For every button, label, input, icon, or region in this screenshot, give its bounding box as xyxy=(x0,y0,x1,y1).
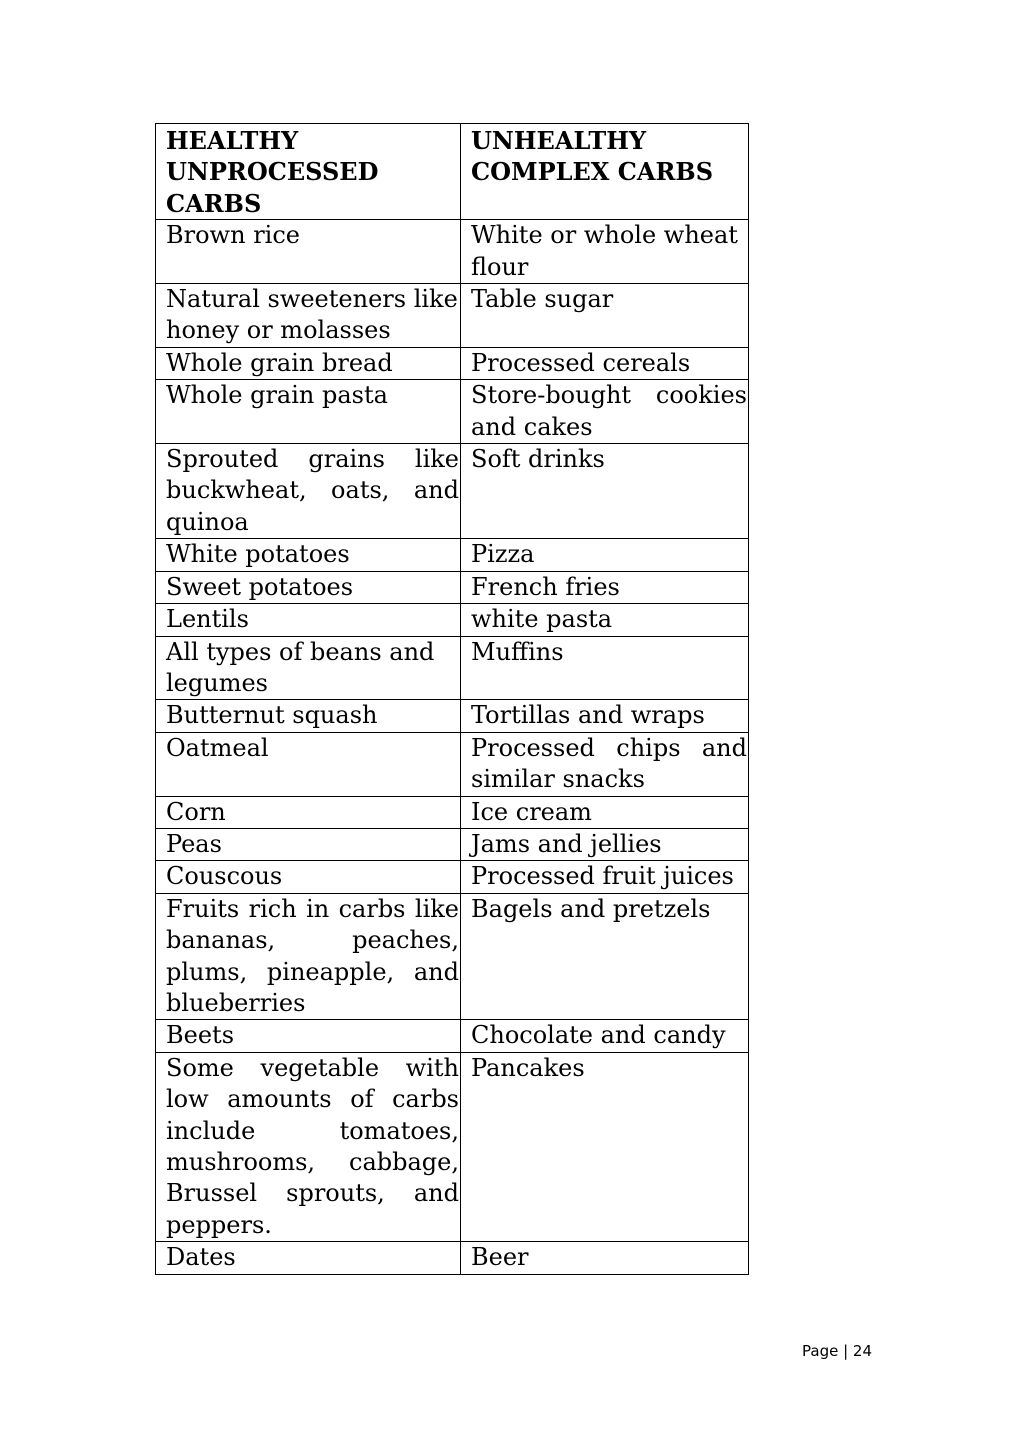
unhealthy-cell: Processed chips and similar snacks xyxy=(461,732,749,796)
unhealthy-cell: Store-bought cookies and cakes xyxy=(461,380,749,444)
table-row xyxy=(156,220,749,284)
unhealthy-cell: Soft drinks xyxy=(461,444,749,539)
unhealthy-cell: Table sugar xyxy=(461,284,749,348)
carbs-comparison-table xyxy=(155,123,749,1275)
healthy-cell: Corn xyxy=(156,796,461,828)
healthy-cell: Fruits rich in carbs like bananas, peaches, plums, pineapple, and blueberries xyxy=(156,893,461,1020)
table-row xyxy=(156,636,749,700)
unhealthy-cell: Chocolate and candy xyxy=(461,1020,749,1052)
page-number: Page | 24 xyxy=(802,1342,872,1360)
table-row xyxy=(156,861,749,893)
unhealthy-cell: Tortillas and wraps xyxy=(461,700,749,732)
healthy-cell: Beets xyxy=(156,1020,461,1052)
healthy-cell: Butternut squash xyxy=(156,700,461,732)
header-healthy: HEALTHY UNPROCESSED CARBS xyxy=(156,124,461,220)
unhealthy-cell: Muffins xyxy=(461,636,749,700)
table-row xyxy=(156,732,749,796)
unhealthy-cell: Bagels and pretzels xyxy=(461,893,749,1020)
healthy-cell: White potatoes xyxy=(156,539,461,571)
table-row xyxy=(156,284,749,348)
healthy-cell: Whole grain bread xyxy=(156,347,461,379)
table-row xyxy=(156,539,749,571)
unhealthy-cell: Jams and jellies xyxy=(461,828,749,860)
unhealthy-cell: Pizza xyxy=(461,539,749,571)
table-row xyxy=(156,571,749,603)
table-row xyxy=(156,444,749,539)
healthy-cell: Peas xyxy=(156,828,461,860)
table-header-row xyxy=(156,124,749,220)
unhealthy-cell: Pancakes xyxy=(461,1052,749,1241)
unhealthy-cell: Processed cereals xyxy=(461,347,749,379)
header-unhealthy: UNHEALTHY COMPLEX CARBS xyxy=(461,124,749,220)
healthy-cell: Oatmeal xyxy=(156,732,461,796)
healthy-cell: All types of beans and legumes xyxy=(156,636,461,700)
table-row xyxy=(156,380,749,444)
unhealthy-cell: Processed fruit juices xyxy=(461,861,749,893)
unhealthy-cell: White or whole wheat flour xyxy=(461,220,749,284)
unhealthy-cell: French fries xyxy=(461,571,749,603)
unhealthy-cell: Ice cream xyxy=(461,796,749,828)
table-row xyxy=(156,604,749,636)
healthy-cell: Couscous xyxy=(156,861,461,893)
healthy-cell: Some vegetable with low amounts of carbs include tomatoes, mushrooms, cabbage, Brussel sprouts, and peppers. xyxy=(156,1052,461,1241)
unhealthy-cell: Beer xyxy=(461,1242,749,1274)
healthy-cell: Sprouted grains like buckwheat, oats, and quinoa xyxy=(156,444,461,539)
healthy-cell: Whole grain pasta xyxy=(156,380,461,444)
table-row xyxy=(156,1242,749,1274)
table-row xyxy=(156,796,749,828)
table-row xyxy=(156,1052,749,1241)
table-row xyxy=(156,347,749,379)
table-row xyxy=(156,828,749,860)
table-row xyxy=(156,893,749,1020)
table-row xyxy=(156,1020,749,1052)
healthy-cell: Lentils xyxy=(156,604,461,636)
healthy-cell: Natural sweeteners like honey or molasses xyxy=(156,284,461,348)
healthy-cell: Sweet potatoes xyxy=(156,571,461,603)
unhealthy-cell: white pasta xyxy=(461,604,749,636)
healthy-cell: Brown rice xyxy=(156,220,461,284)
table-row xyxy=(156,700,749,732)
healthy-cell: Dates xyxy=(156,1242,461,1274)
